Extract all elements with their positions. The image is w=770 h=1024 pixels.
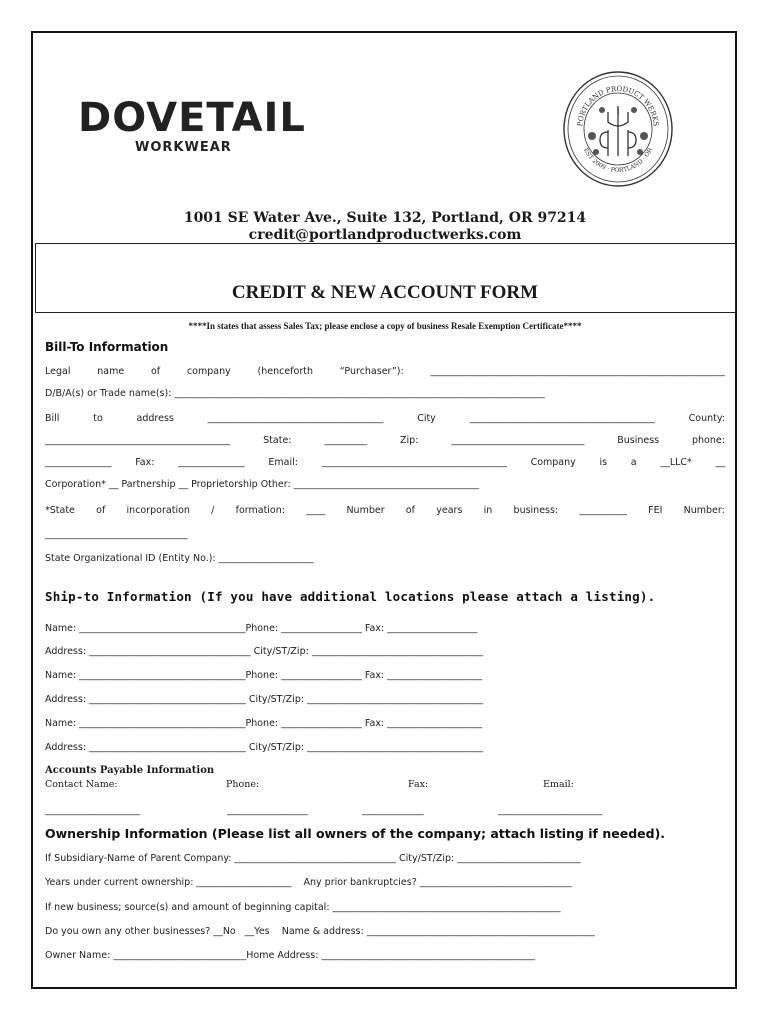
w: County: — [688, 413, 725, 424]
ship-name-3[interactable]: Name: ___________________________________Phone: _________________ Fax: ____________________ — [45, 718, 483, 729]
w: years — [436, 505, 463, 516]
company-email: credit@portlandproductwerks.com — [248, 227, 522, 243]
w: *State — [45, 505, 75, 516]
other-businesses-field[interactable]: Do you own any other businesses? __No __Yes Name & address: ________________________________________________ — [45, 926, 595, 937]
w: Business — [617, 435, 660, 446]
seal-top-text: PORTLAND PRODUCT WERKS — [576, 84, 660, 127]
ap-phone-label: Phone: — [226, 779, 260, 790]
owner-name-field[interactable]: Owner Name: ____________________________Home Address: _____________________________________________ — [45, 950, 536, 961]
w: incorporation — [126, 505, 190, 516]
state-zip-phone-field[interactable] — [45, 435, 725, 446]
ship-address-1[interactable]: Address: __________________________________ City/ST/Zip: ____________________________________ — [45, 646, 483, 657]
ship-name-1[interactable]: Name: ___________________________________Phone: _________________ Fax: ___________________ — [45, 623, 478, 634]
state-incorporation-field[interactable] — [45, 505, 725, 516]
company-seal-icon — [562, 70, 674, 188]
w: ____ — [306, 505, 326, 516]
state-org-id-field[interactable]: State Organizational ID (Entity No.): ____________________ — [45, 553, 314, 564]
seal-bottom-text: EST 2009 · PORTLAND · OR — [581, 147, 655, 175]
w: _____________________________________ — [207, 413, 384, 424]
company-street-address: 1001 SE Water Ave., Suite 132, Portland, OR 97214 — [183, 210, 587, 226]
ap-fax-input[interactable]: _____________ — [362, 805, 424, 816]
w: in — [483, 505, 493, 516]
beginning-capital-field[interactable]: If new business; source(s) and amount of beginning capital: ________________________________________________ — [45, 902, 561, 913]
dba-field[interactable]: D/B/A(s) or Trade name(s): ______________________________________________________________________________ — [45, 388, 545, 399]
w: Fax: — [135, 457, 155, 468]
w: of — [150, 366, 161, 377]
ship-address-3[interactable]: Address: _________________________________ City/ST/Zip: _____________________________________ — [45, 742, 483, 753]
w: address — [136, 413, 174, 424]
w: Company — [530, 457, 576, 468]
w: a — [630, 457, 637, 468]
ownership-heading: Ownership Information (Please list all owners of the company; attach listing if needed). — [45, 826, 666, 841]
w: ______________ — [45, 457, 112, 468]
w: City — [417, 413, 436, 424]
w: company — [186, 366, 231, 377]
w: _______________________________________ — [45, 435, 231, 446]
w: / — [211, 505, 215, 516]
w: name — [97, 366, 125, 377]
w: phone: — [692, 435, 725, 446]
w: FEI — [648, 505, 663, 516]
w: _________ — [324, 435, 368, 446]
w: is — [599, 457, 608, 468]
dovetail-logo — [78, 95, 306, 155]
w: business: — [513, 505, 559, 516]
legal-name-field[interactable] — [45, 366, 725, 377]
ap-email-input[interactable]: ______________________ — [498, 805, 603, 816]
w: (henceforth — [257, 366, 313, 377]
w: Bill — [45, 413, 60, 424]
w: Number — [346, 505, 385, 516]
w: _______________________________________ — [469, 413, 655, 424]
w: Number: — [683, 505, 725, 516]
ship-name-2[interactable]: Name: ___________________________________Phone: _________________ Fax: ____________________ — [45, 670, 483, 681]
bill-address-field[interactable] — [45, 413, 725, 424]
fei-number-field[interactable]: ______________________________ — [45, 529, 188, 540]
ap-contact-label: Contact Name: — [45, 779, 118, 790]
accounts-payable-heading: Accounts Payable Information — [45, 765, 215, 776]
w: __________ — [579, 505, 627, 516]
ap-fax-label: Fax: — [408, 779, 429, 790]
w: State: — [263, 435, 292, 446]
w: “Purchaser”): — [339, 366, 404, 377]
w: ______________ — [178, 457, 245, 468]
w: __LLC* — [660, 457, 692, 468]
ship-address-2[interactable]: Address: _________________________________ City/ST/Zip: _____________________________________ — [45, 694, 483, 705]
ship-to-heading: Ship-to Information (If you have additional locations please attach a listing). — [45, 589, 656, 604]
w: Email: — [268, 457, 298, 468]
w: to — [93, 413, 103, 424]
form-title: CREDIT & NEW ACCOUNT FORM — [231, 282, 539, 303]
w: of — [405, 505, 416, 516]
logo-wordmark: DOVETAIL — [78, 95, 306, 141]
w: formation: — [235, 505, 285, 516]
w: Zip: — [400, 435, 419, 446]
w: of — [96, 505, 106, 516]
w: __ — [715, 457, 725, 468]
w: ______________________________________________________________ — [430, 366, 725, 377]
fax-email-company-type-field[interactable] — [45, 457, 725, 468]
ap-phone-input[interactable]: _________________ — [227, 805, 308, 816]
w: Legal — [45, 366, 71, 377]
years-ownership-field[interactable]: Years under current ownership: ____________________ Any prior bankruptcies? ________________________________ — [45, 877, 572, 888]
sales-tax-note: ****In states that assess Sales Tax; please enclose a copy of business Resale Exemption Certificate**** — [188, 321, 582, 331]
bill-to-heading: Bill-To Information — [45, 340, 169, 354]
ap-contact-input[interactable]: ____________________ — [45, 805, 140, 816]
logo-subtitle: WORKWEAR — [135, 140, 232, 155]
ap-email-label: Email: — [543, 779, 574, 790]
w: ____________________________ — [451, 435, 585, 446]
parent-company-field[interactable]: If Subsidiary-Name of Parent Company: __________________________________ City/ST/Zip: __________________________ — [45, 853, 581, 864]
corporation-type-field[interactable]: Corporation* __ Partnership __ Proprietorship Other: _______________________________________ — [45, 479, 479, 490]
w: _______________________________________ — [321, 457, 507, 468]
